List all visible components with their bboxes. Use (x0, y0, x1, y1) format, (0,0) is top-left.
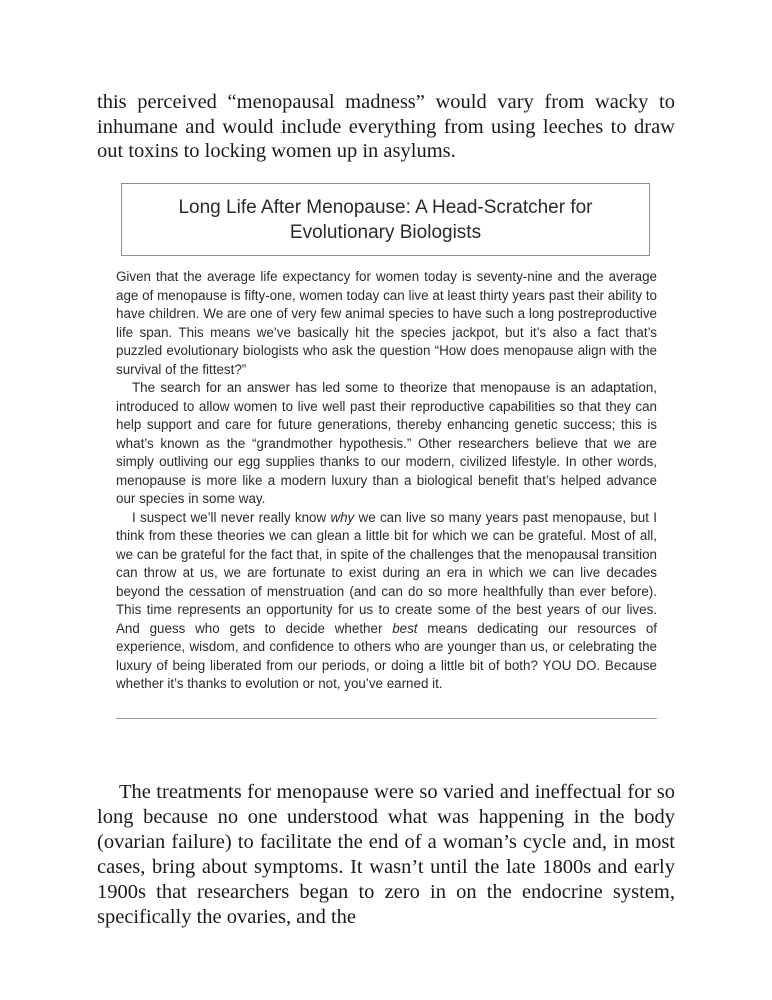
intro-paragraph: this perceived “menopausal madness” would vary from wacky to inhumane and would include everything from using leeches to draw out toxins to locking women up in asylums. (97, 91, 675, 162)
sidebar-paragraph-2: The search for an answer has led some to theorize that menopause is an adaptation, introduced to allow women to live well past their reproductive capabilities so that they can help support and care for future generations, thereby enhancing genetic success; this is what’s known as the “grandmother hypothesis.” Other researchers believe that we are simply outliving our egg supplies thanks to our modern, civilized lifestyle. In other words, menopause is more like a modern luxury than a biological benefit that’s helped advance our species in some way. (116, 380, 657, 506)
sidebar-paragraph-3-text-2: we can live so many years past menopause, but I think from these theories we can glean a little bit for which we can be grateful. Most of all, we can be grateful for the fact that, in spite of the challenges that the menopausal transition can throw at us, we are fortunate to exist during an era in which we can live decades beyond the cessation of menstruation (and can do so more healthfully than ever before). This time represents an opportunity for us to create some of the best years of our lives. And guess who gets to decide whether (116, 509, 657, 636)
sidebar-title: Long Life After Menopause: A Head-Scratcher for Evolutionary Biologists (178, 196, 593, 243)
sidebar-bottom-rule (116, 718, 657, 719)
emphasis-why: why (330, 509, 355, 525)
sidebar-paragraph-3-text-1: I suspect we’ll never really know (132, 509, 331, 525)
sidebar-paragraph-3-text-3: means dedicating our resources of experience, wisdom, and confidence to others who are younger than us, or celebrating the luxury of being liberated from our periods, or doing a little bit of both? YOU DO. Because whether it’s thanks to evolution or not, you’ve earned it. (116, 620, 657, 691)
sidebar-paragraph-1: Given that the average life expectancy for women today is seventy-nine and the average age of menopause is fifty-one, women today can live at least thirty years past their ability to have children. We are one of very few animal species to have such a long postreproductive life span. This means we’ve basically hit the species jackpot, but it’s also a fact that’s puzzled evolutionary biologists who ask the question “How does menopause align with the survival of the fittest?” (116, 269, 657, 377)
sidebar-title-box (121, 183, 650, 256)
emphasis-best: best (392, 620, 418, 636)
sidebar-paragraph-3 (116, 509, 657, 694)
outro-paragraph: The treatments for menopause were so varied and ineffectual for so long because no one understood what was happening in the body (ovarian failure) to facilitate the end of a woman’s cycle and, in most cases, bring about symptoms. It wasn’t until the late 1800s and early 1900s that researchers began to zero in on the endocrine system, specifically the ovaries, and the (97, 781, 675, 928)
sidebar-body (116, 268, 657, 694)
